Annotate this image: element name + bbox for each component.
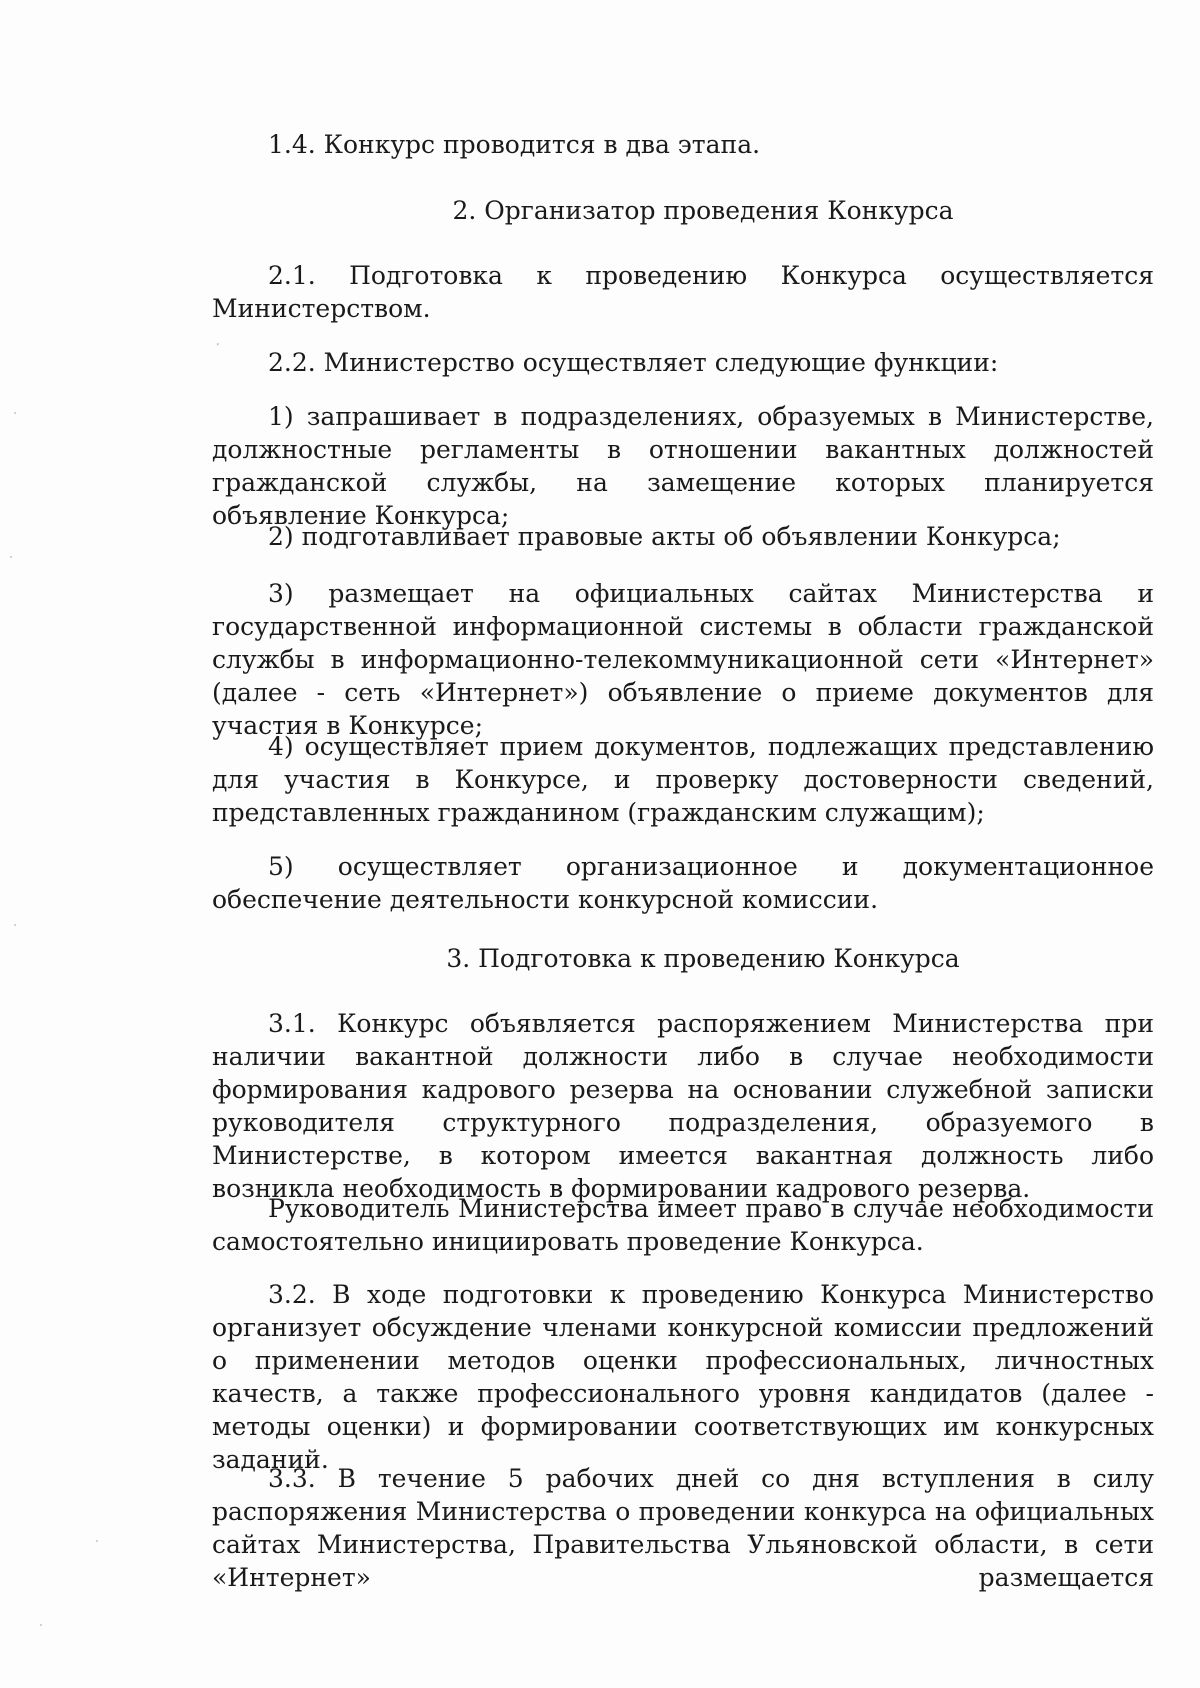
- scan-speck: [14, 412, 16, 414]
- function-item-3: 3) размещает на официальных сайтах Министерства и государственной информационной системы в области гражданской службы в информационно-телекоммуникационной сети «Интернет» (далее - сеть «Интернет») объявление о приеме документов для участия в Конкурсе;: [212, 579, 1154, 740]
- section-3-heading: 3. Подготовка к проведению Конкурса: [446, 944, 960, 973]
- scan-speck: [40, 1624, 42, 1626]
- scan-speck: [14, 924, 16, 926]
- function-item-5: 5) осуществляет организационное и документационное обеспечение деятельности конкурсной комиссии.: [212, 852, 1154, 914]
- clause-3-1: 3.1. Конкурс объявляется распоряжением Министерства при наличии вакантной должности либо в случае необходимости формирования кадрового резерва на основании служебной записки руководителя структурного подразделения, образуемого в Министерстве, в котором имеется вакантная должность либо возникла необходимость в формировании кадрового резерва.: [212, 1009, 1154, 1203]
- clause-3-1-note: Руководитель Министерства имеет право в случае необходимости самостоятельно инициировать проведение Конкурса.: [212, 1194, 1154, 1256]
- function-item-1: 1) запрашивает в подразделениях, образуемых в Министерстве, должностные регламенты в отношении вакантных должностей гражданской службы, на замещение которых планируется объявление Конкурса;: [212, 402, 1154, 530]
- clause-2-1: 2.1. Подготовка к проведению Конкурса осуществляется Министерством.: [212, 261, 1154, 323]
- function-item-4: 4) осуществляет прием документов, подлежащих представлению для участия в Конкурсе, и проверку достоверности сведений, представленных гражданином (гражданским служащим);: [212, 732, 1154, 827]
- scan-artifact: ﾞ: [216, 342, 222, 355]
- clause-1-4: 1.4. Конкурс проводится в два этапа.: [268, 130, 761, 159]
- section-2-heading: 2. Организатор проведения Конкурса: [452, 196, 954, 225]
- scan-speck: [96, 1540, 98, 1542]
- clause-3-3: 3.3. В течение 5 рабочих дней со дня вступления в силу распоряжения Министерства о проведении конкурса на официальных сайтах Министерства, Правительства Ульяновской области, в сети «Интернет» размещается: [212, 1464, 1154, 1592]
- scan-speck: [10, 556, 12, 558]
- clause-2-2: 2.2. Министерство осуществляет следующие функции:: [268, 348, 999, 377]
- clause-3-2: 3.2. В ходе подготовки к проведению Конкурса Министерство организует обсуждение членами конкурсной комиссии предложений о применении методов оценки профессиональных, личностных качеств, а также профессионального уровня кандидатов (далее - методы оценки) и формировании соответствующих им конкурсных заданий.: [212, 1280, 1154, 1474]
- function-item-2: 2) подготавливает правовые акты об объявлении Конкурса;: [268, 522, 1061, 551]
